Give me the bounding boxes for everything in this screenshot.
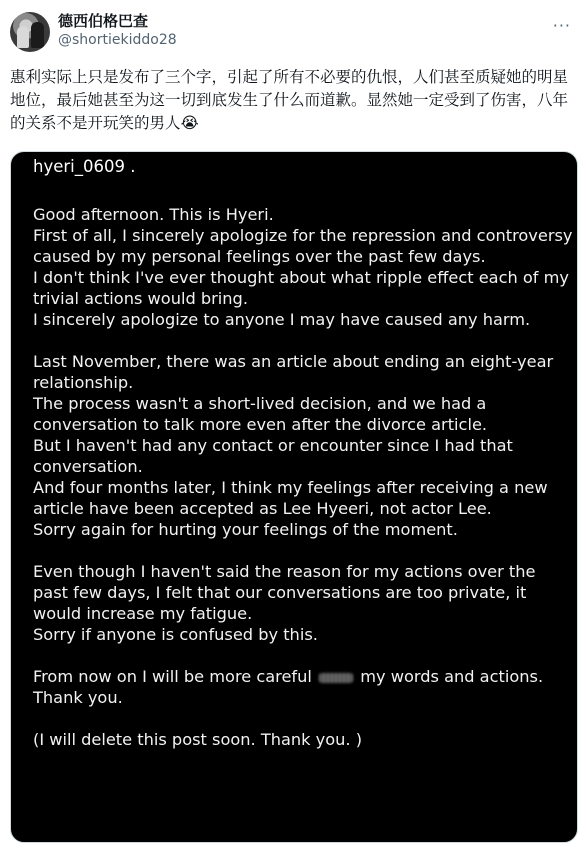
post-line: Good afternoon. This is Hyeri. xyxy=(33,205,274,224)
paragraph-gap xyxy=(33,330,573,351)
post-line: And four months later, I think my feelings after receiving a new article have been accepted as Lee Hyeeri, not actor Lee. xyxy=(33,478,548,518)
blurred-word xyxy=(319,673,353,683)
careful-before: From now on I will be more careful xyxy=(33,667,312,686)
post-line: I don't think I've ever thought about what ripple effect each of my trivial actions would bring. xyxy=(33,268,569,308)
user-handle[interactable]: @shortiekiddo28 xyxy=(58,32,177,48)
tweet-text: 惠利实际上只是发布了三个字，引起了所有不必要的仇恨，人们甚至质疑她的明星地位，最后她甚至为这一切到底发生了什么而道歉。显然她一定受到了伤害，八年的关系不是开玩笑的男人😭 xyxy=(10,68,569,132)
post-line: Sorry if anyone is confused by this. xyxy=(33,625,318,644)
more-icon[interactable]: ··· xyxy=(552,16,571,35)
display-name[interactable]: 德西伯格巴查 xyxy=(58,12,149,30)
post-line-careful xyxy=(33,666,573,687)
post-line: Last November, there was an article about ending an eight-year relationship. xyxy=(33,352,554,392)
post-line: I sincerely apologize to anyone I may have caused any harm. xyxy=(33,310,531,329)
avatar[interactable] xyxy=(10,12,50,52)
post-footer: (I will delete this post soon. Thank you. ) xyxy=(33,730,363,749)
post-line: The process wasn't a short-lived decision, and we had a conversation to talk more even after the divorce article. xyxy=(33,394,488,434)
post-body xyxy=(33,204,573,750)
paragraph-gap xyxy=(33,540,573,561)
post-line: Thank you. xyxy=(33,688,123,707)
paragraph-gap xyxy=(33,708,573,729)
post-line: Even though I haven't said the reason for my actions over the past few days, I felt that our conversations are too private, it would increase my fatigue. xyxy=(33,562,536,623)
careful-after: my words and actions. xyxy=(360,667,544,686)
post-line: Sorry again for hurting your feelings of the moment. xyxy=(33,520,458,539)
avatar-figure-right xyxy=(31,22,44,48)
tweet-header xyxy=(10,8,575,54)
tweet-image[interactable] xyxy=(10,151,578,843)
avatar-figure-left xyxy=(17,26,29,48)
post-line: But I haven't had any contact or encounter since I had that conversation. xyxy=(33,436,513,476)
post-username: hyeri_0609 . xyxy=(33,157,136,176)
user-block xyxy=(58,12,177,50)
paragraph-gap xyxy=(33,645,573,666)
post-line: First of all, I sincerely apologize for the repression and controversy caused by my personal feelings over the past few days. xyxy=(33,226,573,266)
